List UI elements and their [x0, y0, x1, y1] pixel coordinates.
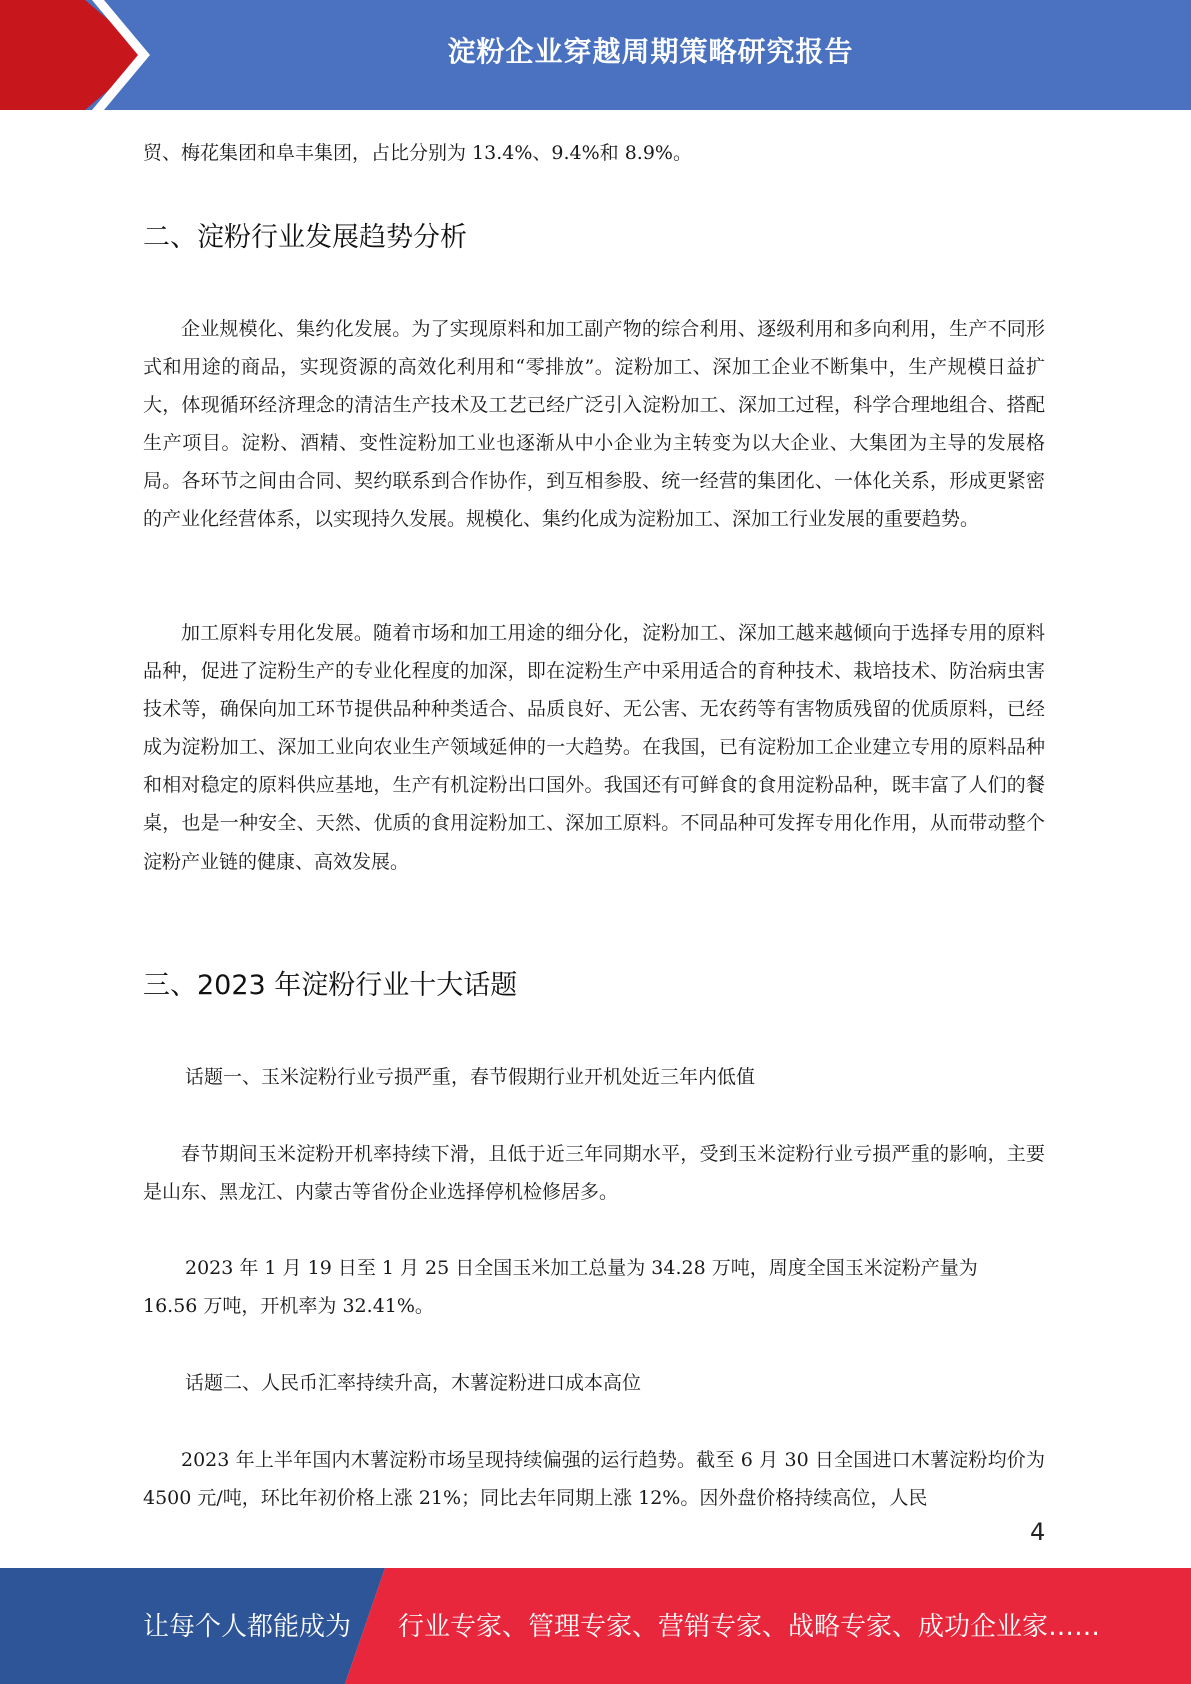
section2-paragraph-1: 企业规模化、集约化发展。为了实现原料和加工副产物的综合利用、逐级利用和多向利用，生产不同形式和用途的商品，实现资源的高效化利用和“零排放”。淀粉加工、深加工企业不断集中，生产规模日益扩大，体现循环经济理念的清洁生产技术及工艺已经广泛引入淀粉加工、深加工过程，科学合理地组合、搭配生产项目。淀粉、酒精、变性淀粉加工业也逐渐从中小企业为主转变为以大企业、大集团为主导的发展格局。各环节之间由合同、契约联系到合作协作，到互相参股、统一经营的集团化、一体化关系，形成更紧密的产业化经营体系，以实现持久发展。规模化、集约化成为淀粉加工、深加工行业发展的重要趋势。 — [143, 318, 1045, 531]
section-heading-3: 三、2023 年淀粉行业十大话题 — [143, 970, 518, 1001]
topic2-paragraph-1: 2023 年上半年国内木薯淀粉市场呈现持续偏强的运行趋势。截至 6 月 30 日全国进口木薯淀粉均价为 4500 元/吨，环比年初价格上涨 21%；同比去年同期上涨 12%。因外盘价格持续高位，人民 — [143, 1449, 1045, 1510]
footer-slogan-right: 行业专家、管理专家、营销专家、战略专家、成功企业家…… — [398, 1612, 1101, 1642]
page-footer — [0, 1568, 1191, 1684]
page-number: 4 — [1030, 1518, 1046, 1546]
topic1-paragraph-2-line-2: 16.56 万吨，开机率为 32.41%。 — [143, 1295, 434, 1317]
topic2-title: 话题二、人民币汇率持续升高，木薯淀粉进口成本高位 — [185, 1372, 642, 1394]
section-heading-2: 二、淀粉行业发展趋势分析 — [143, 222, 467, 253]
topic1-title: 话题一、玉米淀粉行业亏损严重，春节假期行业开机处近三年内低值 — [185, 1066, 756, 1088]
section2-paragraph-2: 加工原料专用化发展。随着市场和加工用途的细分化，淀粉加工、深加工越来越倾向于选择专用的原料品种，促进了淀粉生产的专业化程度的加深，即在淀粉生产中采用适合的育种技术、栽培技术、防治病虫害技术等，确保向加工环节提供品种种类适合、品质良好、无公害、无农药等有害物质残留的优质原料，已经成为淀粉加工、深加工业向农业生产领域延伸的一大趋势。在我国，已有淀粉加工企业建立专用的原料品种和相对稳定的原料供应基地，生产有机淀粉出口国外。我国还有可鲜食的食用淀粉品种，既丰富了人们的餐桌，也是一种安全、天然、优质的食用淀粉加工、深加工原料。不同品种可发挥专用化作用，从而带动整个淀粉产业链的健康、高效发展。 — [143, 622, 1045, 873]
footer-slogan-left: 让每个人都能成为 — [143, 1612, 352, 1642]
header-title: 淀粉企业穿越周期策略研究报告 — [447, 35, 854, 68]
intro-line: 贸、梅花集团和阜丰集团，占比分别为 13.4%、9.4%和 8.9%。 — [143, 142, 692, 164]
topic1-paragraph-2-line-1: 2023 年 1 月 19 日至 1 月 25 日全国玉米加工总量为 34.28 万吨，周度全国玉米淀粉产量为 — [185, 1257, 978, 1279]
page-header — [0, 0, 1191, 110]
topic1-paragraph-1: 春节期间玉米淀粉开机率持续下滑，且低于近三年同期水平，受到玉米淀粉行业亏损严重的影响，主要是山东、黑龙江、内蒙古等省份企业选择停机检修居多。 — [143, 1143, 1045, 1204]
